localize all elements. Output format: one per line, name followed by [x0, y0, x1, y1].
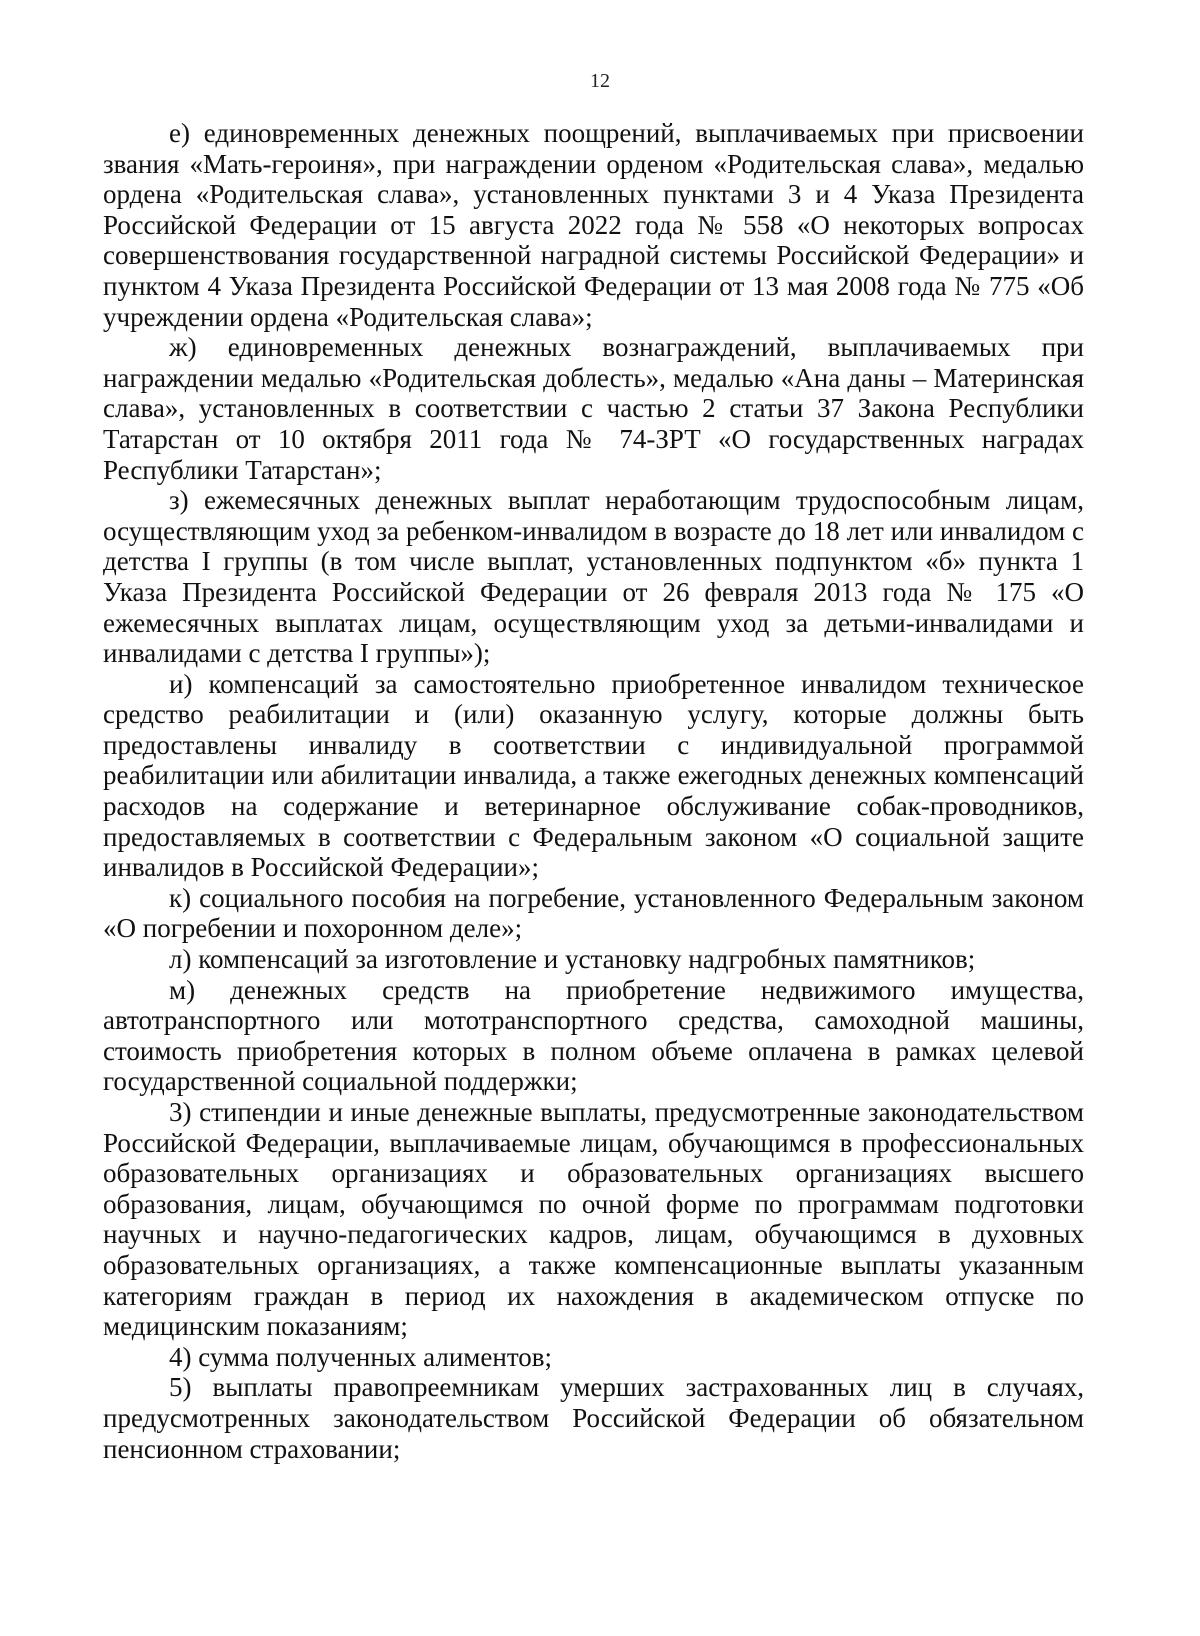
- paragraph-zh: ж) единовременных денежных вознаграждений, выплачиваемых при награждении медалью «Родительская доблесть», медалью «Ана даны – Материнская слава», установленных в соответствии с частью 2 статьи 37 Закона Республики Татарстан от 10 октября 2011 года № 74-ЗРТ «О государственных наградах Республики Татарстан»;: [103, 332, 1084, 485]
- document-body: [103, 118, 1084, 1464]
- paragraph-z: з) ежемесячных денежных выплат неработающим трудоспособным лицам, осуществляющим уход за ребенком-инвалидом в возрасте до 18 лет или инвалидом с детства I группы (в том числе выплат, установленных подпунктом «б» пункта 1 Указа Президента Российской Федерации от 26 февраля 2013 года № 175 «О ежемесячных выплатах лицам, осуществляющим уход за детьми-инвалидами и инвалидами с детства I группы»);: [103, 485, 1084, 669]
- paragraph-e: е) единовременных денежных поощрений, выплачиваемых при присвоении звания «Мать-героиня», при награждении орденом «Родительская слава», медалью ордена «Родительская слава», установленных пунктами 3 и 4 Указа Президента Российской Федерации от 15 августа 2022 года № 558 «О некоторых вопросах совершенствования государственной наградной системы Российской Федерации» и пунктом 4 Указа Президента Российской Федерации от 13 мая 2008 года № 775 «Об учреждении ордена «Родительская слава»;: [103, 118, 1084, 332]
- paragraph-l: л) компенсаций за изготовление и установку надгробных памятников;: [169, 944, 976, 975]
- page-number: 12: [590, 70, 610, 92]
- paragraph-m: м) денежных средств на приобретение недвижимого имущества, автотранспортного или мототранспортного средства, самоходной машины, стоимость приобретения которых в полном объеме оплачена в рамках целевой государственной социальной поддержки;: [103, 974, 1084, 1097]
- paragraph-3: 3) стипендии и иные денежные выплаты, предусмотренные законодательством Российской Федерации, выплачиваемые лицам, обучающимся в профессиональных образовательных организациях и образовательных организациях высшего образования, лицам, обучающимся по очной форме по программам подготовки научных и научно-педагогических кадров, лицам, обучающимся в духовных образовательных организациях, а также компенсационные выплаты указанным категориям граждан в период их нахождения в академическом отпуске по медицинским показаниям;: [103, 1097, 1084, 1342]
- paragraph-i: и) компенсаций за самостоятельно приобретенное инвалидом техническое средство реабилитации и (или) оказанную услугу, которые должны быть предоставлены инвалиду в соответствии с индивидуальной программой реабилитации или абилитации инвалида, а также ежегодных денежных компенсаций расходов на содержание и ветеринарное обслуживание собак-проводников, предоставляемых в соответствии с Федеральным законом «О социальной защите инвалидов в Российской Федерации»;: [103, 668, 1084, 883]
- paragraph-4: 4) сумма полученных алиментов;: [169, 1341, 553, 1372]
- paragraph-5: 5) выплаты правопреемникам умерших застрахованных лиц в случаях, предусмотренных законодательством Российской Федерации об обязательном пенсионном страховании;: [103, 1372, 1084, 1464]
- paragraph-k: к) социального пособия на погребение, установленного Федеральным законом «О погребении и похоронном деле»;: [103, 882, 1084, 944]
